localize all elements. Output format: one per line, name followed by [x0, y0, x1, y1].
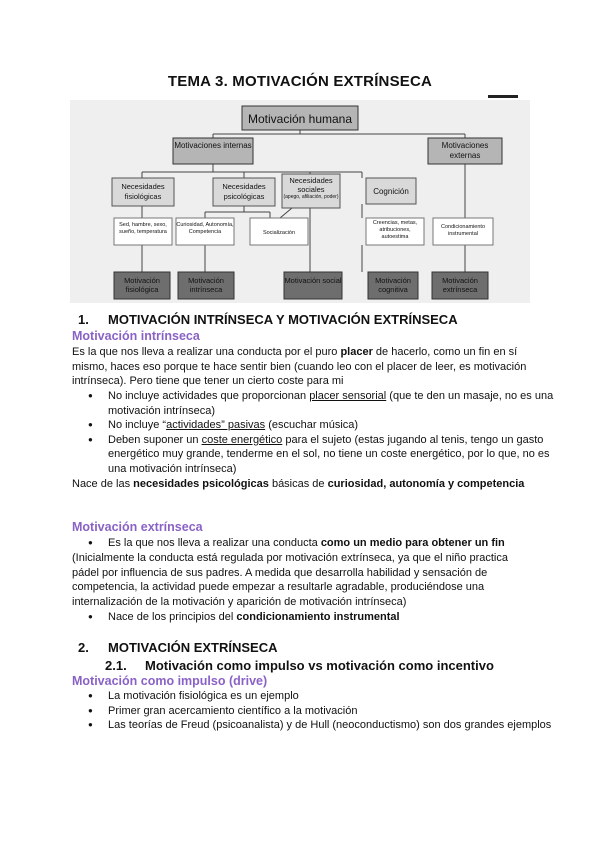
page-title: TEMA 3. MOTIVACIÓN EXTRÍNSECA [167, 73, 433, 90]
list-item: ● Deben suponer un coste energético para el sujeto (estas jugando al tenis, tengo un gasto energético muy grande, tenderme en el sol, no tiene un coste energético, por lo que, no es una motivación intrínseca) [108, 433, 563, 477]
subsection-heading [105, 658, 494, 673]
motivation-diagram [70, 100, 530, 303]
intrinsic-title: Motivación intrínseca [72, 329, 200, 343]
section-2-title: MOTIVACIÓN EXTRÍNSECA [108, 640, 278, 655]
list-item: ● No incluye actividades que proporcionan placer sensorial (que te den un masaje, no es una motivación intrínseca) [108, 389, 563, 418]
diagram-detail-2: Curiosidad, Autonomía, Competencia [176, 222, 234, 235]
intrinsic-paragraph: Es la que nos lleva a realizar una conducta por el puro placer de hacerlo, como un fin en sí mismo, haces eso porque te hace sentir bien (cuando leo con el placer de leer, es motivación intrínseca). Pero tiene que tener un cierto coste para mi [72, 346, 527, 388]
subsection-number: 2.1. [105, 658, 127, 673]
diagram-bottom-1: Motivación fisiológica [124, 276, 160, 294]
section-2-number: 2. [78, 640, 89, 655]
diagram-bottom-4: Motivación cognitiva [375, 276, 411, 294]
decorative-rule [488, 95, 518, 98]
extrinsic-title: Motivación extrínseca [72, 520, 203, 534]
section-1-heading [78, 312, 458, 327]
diagram-internas: Motivaciones internas [174, 141, 252, 150]
drive-title: Motivación como impulso (drive) [72, 674, 268, 688]
list-item: ● Las teorías de Freud (psicoanalista) y de Hull (neoconductismo) son dos grandes ejemplos [108, 718, 563, 733]
subsection-title: Motivación como impulso vs motivación como incentivo [145, 658, 494, 673]
section-2-heading [78, 640, 278, 655]
diagram-bottom-3: Motivación social [284, 276, 342, 285]
extrinsic-paragraph: (Inicialmente la conducta está regulada por motivación extrínseca, ya que el niño practica pádel por influencia de sus padres. A medida que desarrolla habilidad y sensación de competencia, la actividad puede empezar a resultarle agradable, produciéndose una internalización de la motivación y aparición de motivación intrínseca) [72, 552, 508, 608]
diagram-bottom-2: Motivación intrínseca [188, 276, 224, 294]
diagram-detail-1: Sed, hambre, sexo, sueño, temperatura [119, 222, 167, 235]
diagram-mid-4: Cognición [373, 187, 409, 196]
diagram-bottom-5: Motivación extrínseca [442, 276, 478, 294]
list-item: ● Nace de los principios del condicionamiento instrumental [108, 610, 563, 625]
list-item: ● La motivación fisiológica es un ejemplo [108, 689, 563, 704]
drive-list [72, 689, 563, 733]
diagram-detail-3: Socialización [262, 230, 296, 236]
intrinsic-list [72, 389, 563, 477]
list-item: ● Primer gran acercamiento científico a la motivación [108, 704, 563, 719]
diagram-mid-1: Necesidades fisiológicas [121, 182, 165, 201]
section-1-number: 1. [78, 312, 89, 327]
diagram-externas: Motivaciones externas [441, 141, 489, 160]
diagram-detail-5: Condicionamiento instrumental [440, 224, 486, 237]
list-item: ● No incluye “actividades” pasivas (escuchar música) [108, 418, 563, 433]
diagram-mid-2: Necesidades psicológicas [222, 182, 266, 201]
extrinsic-list [72, 536, 563, 551]
diagram-mid-note: (apego, afiliación, poder) [283, 194, 339, 200]
list-item: ● Es la que nos lleva a realizar una conducta como un medio para obtener un fin [108, 536, 563, 551]
diagram-mid-3: Necesidades sociales [289, 176, 333, 194]
nace-paragraph: Nace de las necesidades psicológicas básicas de curiosidad, autonomía y competencia [72, 478, 525, 490]
extrinsic-list-2 [72, 610, 563, 625]
section-1-title: MOTIVACIÓN INTRÍNSECA Y MOTIVACIÓN EXTRÍNSECA [108, 312, 458, 327]
diagram-detail-4: Creencias, metas, atribuciones, autoestima [372, 220, 418, 240]
diagram-root: Motivación humana [247, 112, 353, 126]
